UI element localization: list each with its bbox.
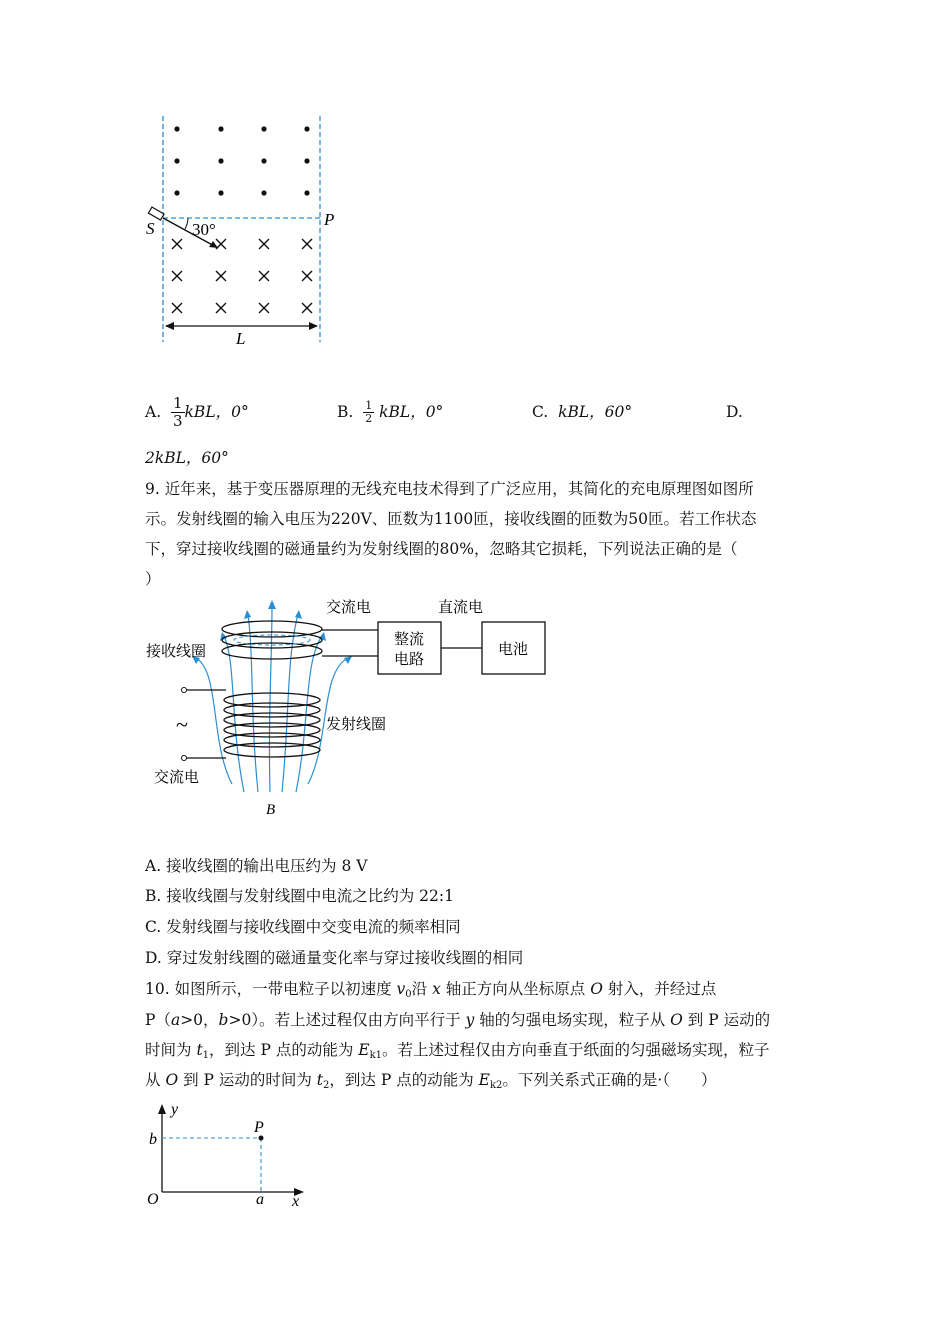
field-label: B bbox=[266, 802, 276, 818]
p-label: P bbox=[254, 1119, 264, 1136]
source-label: S bbox=[146, 219, 155, 238]
fraction-one-third: $\frac{1}{3}$ bbox=[172, 393, 183, 430]
wireless-charging-figure bbox=[140, 592, 560, 824]
coordinate-figure bbox=[140, 1098, 320, 1213]
q10-line-4: 从 O 到 P 运动的时间为 $t_2$，到达 P 点的动能为 $E_{k2}$。下列关系式正确的是·（ ） bbox=[145, 1071, 717, 1091]
q10-line-2: P（a>0，b>0）。若上述过程仅由方向平行于 y 轴的匀强电场实现，粒子从 O 到 P 运动的 bbox=[145, 1011, 771, 1029]
option-a[interactable]: A. $\frac{1}{3}$ kBL，0° bbox=[145, 393, 249, 430]
origin-label: O bbox=[147, 1191, 159, 1208]
x-axis-label: x bbox=[292, 1193, 300, 1210]
option-c[interactable]: C. kBL，60° bbox=[532, 403, 633, 421]
magnetic-field-figure bbox=[130, 110, 360, 355]
rectifier-label-1: 整流 bbox=[394, 632, 425, 648]
option-d-letter[interactable]: D. bbox=[726, 403, 743, 421]
point-p bbox=[259, 1136, 264, 1141]
q9-line-4: ） bbox=[145, 570, 161, 588]
q9-option-c[interactable]: C. 发射线圈与接收线圈中交变电流的频率相同 bbox=[145, 918, 461, 936]
dc-top-label: 直流电 bbox=[438, 600, 484, 616]
q9-line-2: 示。发射线圈的输入电压为220V、匝数为1100匝，接收线圈的匝数为50匝。若工作状态 bbox=[145, 510, 757, 528]
rectifier-label-2: 电路 bbox=[394, 652, 425, 668]
transmitter-coil-label: 发射线圈 bbox=[326, 717, 387, 733]
option-d-text: 2kBL，60° bbox=[145, 449, 229, 467]
q9-option-b[interactable]: B. 接收线圈与发射线圈中电流之比约为 22:1 bbox=[145, 887, 454, 905]
a-label: a bbox=[256, 1191, 264, 1208]
point-label: P bbox=[324, 210, 335, 229]
angle-label: 30° bbox=[192, 220, 216, 239]
q10-line-3: 时间为 $t_1$，到达 P 点的动能为 $E_{k1}$。若上述过程仅由方向垂直于纸面的匀强磁场实现，粒子 bbox=[145, 1041, 770, 1061]
battery-label: 电池 bbox=[498, 642, 529, 658]
option-b[interactable]: B. $\frac{1}{2}$ kBL，0° bbox=[337, 398, 444, 425]
fraction-one-half: $\frac{1}{2}$ bbox=[365, 398, 373, 425]
ac-top-label: 交流电 bbox=[326, 600, 372, 616]
q9-option-a[interactable]: A. 接收线圈的输出电压约为 8 V bbox=[145, 857, 368, 875]
ac-bottom-label: 交流电 bbox=[154, 770, 200, 786]
y-axis-label: y bbox=[171, 1101, 179, 1118]
q9-option-d[interactable]: D. 穿过发射线圈的磁通量变化率与穿过接收线圈的相同 bbox=[145, 949, 524, 967]
q10-line-1: 10. 如图所示，一带电粒子以初速度 $v_0$沿 x 轴正方向从坐标原点 O 射入，并经过点 bbox=[145, 980, 717, 1000]
ac-source-symbol: ~ bbox=[176, 712, 188, 737]
q9-line-1: 9. 近年来，基于变压器原理的无线充电技术得到了广泛应用，其简化的充电原理图如图所 bbox=[145, 480, 754, 498]
q9-line-3: 下，穿过接收线圈的磁通量约为发射线圈的80%，忽略其它损耗，下列说法正确的是（ bbox=[145, 540, 738, 558]
b-label: b bbox=[149, 1131, 157, 1148]
width-label: L bbox=[236, 329, 246, 348]
receiver-coil-label: 接收线圈 bbox=[146, 644, 207, 660]
